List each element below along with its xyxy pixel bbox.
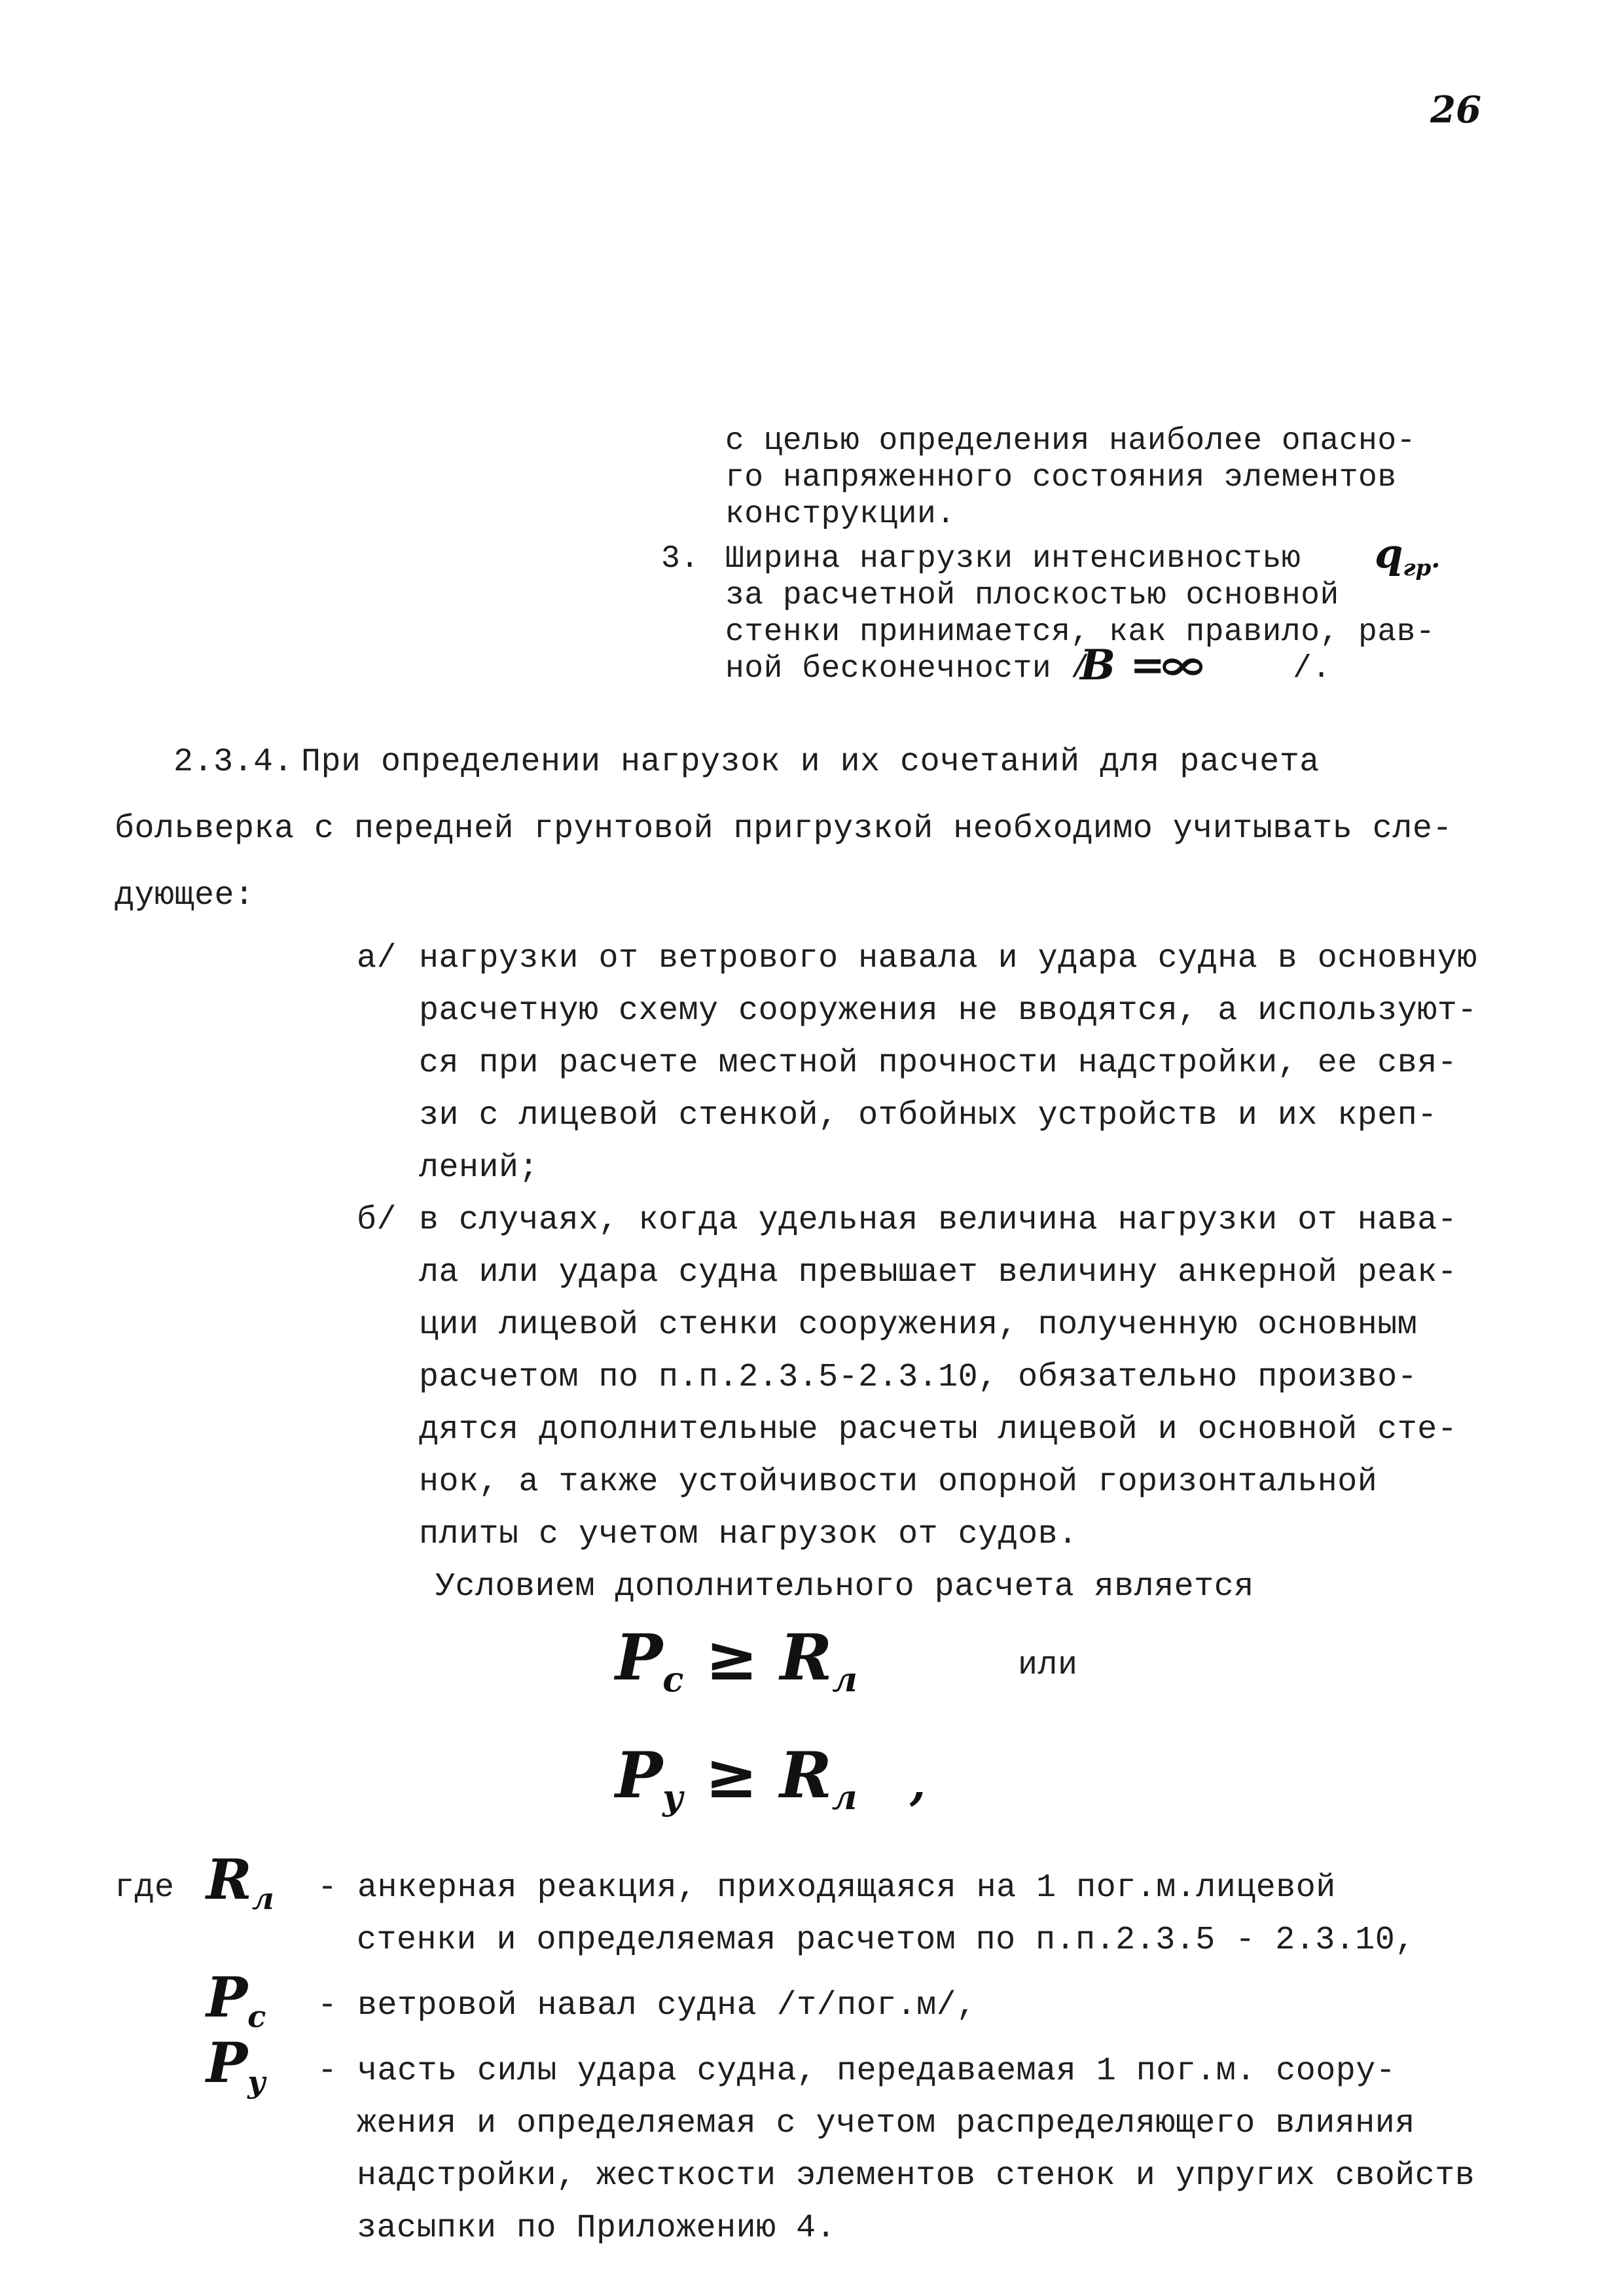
legend-where: где: [115, 1869, 175, 1907]
section-line: При определении нагрузок и их сочетаний для расчета: [301, 744, 1320, 781]
legend-line: жения и определяемая с учетом распределяющего влияния: [357, 2105, 1415, 2142]
formula-py-ge-rl: $P_у \ge R_л$: [615, 1738, 857, 1818]
legend-line: - ветровой навал судна /т/пог.м/,: [317, 1987, 977, 2024]
legend-symbol-rl: $R_л$: [206, 1847, 274, 1917]
list-a-line: зи с лицевой стенкой, отбойных устройств и их креп-: [419, 1097, 1437, 1134]
q-gr-symbol: $q_{гр}$.: [1375, 529, 1441, 581]
remark-line: с целью определения наиболее опасно-: [725, 423, 1416, 459]
remark-line: за расчетной плоскостью основной: [725, 578, 1339, 613]
list-b-line: в случаях, когда удельная величина нагрузки от нава-: [419, 1202, 1458, 1239]
remark-line: стенки принимается, как правило, рав-: [725, 615, 1435, 650]
list-a-line: лений;: [419, 1149, 539, 1187]
list-marker-a: а/: [357, 940, 397, 977]
condition-text: Условием дополнительного расчета является: [435, 1568, 1254, 1605]
remark-line: конструкции.: [725, 497, 956, 532]
formula-comma: ,: [910, 1756, 926, 1810]
list-a-line: нагрузки от ветрового навала и удара судна в основную: [419, 940, 1477, 977]
list-marker-b: б/: [357, 1202, 397, 1239]
section-line: больверка с передней грунтовой пригрузкой необходимо учитывать сле-: [115, 810, 1453, 848]
list-b-line: плиты с учетом нагрузок от судов.: [419, 1516, 1078, 1553]
formula-conjunction: или: [1018, 1647, 1078, 1684]
legend-line: - часть силы удара судна, передаваемая 1 пог.м. соору-: [317, 2053, 1396, 2090]
section-number: 2.3.4.: [173, 744, 294, 781]
remark-line: Ширина нагрузки интенсивностью: [725, 541, 1301, 577]
list-b-line: ции лицевой стенки сооружения, полученную основным: [419, 1306, 1418, 1344]
list-b-line: ла или удара судна превышает величину анкерной реак-: [419, 1254, 1458, 1291]
legend-symbol-py: $P_у$: [206, 2030, 266, 2100]
legend-line: засыпки по Приложению 4.: [357, 2210, 837, 2247]
list-b-line: дятся дополнительные расчеты лицевой и основной сте-: [419, 1411, 1458, 1448]
list-b-line: расчетом по п.п.2.3.5-2.3.10, обязательно произво-: [419, 1359, 1418, 1396]
formula-pc-ge-rl: $P_c \ge R_л$: [615, 1621, 858, 1700]
legend-line: стенки и определяемая расчетом по п.п.2.3.5 - 2.3.10,: [357, 1922, 1415, 1959]
list-a-line: ся при расчете местной прочности надстройки, ее свя-: [419, 1045, 1458, 1082]
remark-close: /.: [1293, 651, 1331, 687]
page-number: 26: [1430, 88, 1481, 132]
b-infinity-formula: B =∞: [1080, 641, 1209, 690]
item-3-number: 3.: [661, 541, 700, 577]
remark-line: ной бесконечности /: [725, 651, 1090, 687]
section-line: дующее:: [115, 877, 255, 914]
list-a-line: расчетную схему сооружения не вводятся, а используют-: [419, 992, 1477, 1030]
legend-line: надстройки, жесткости элементов стенок и упругих свойств: [357, 2157, 1475, 2195]
legend-symbol-pc: $P_c$: [206, 1965, 266, 2035]
legend-line: - анкерная реакция, приходящаяся на 1 пог.м.лицевой: [317, 1869, 1336, 1907]
list-b-line: нок, а также устойчивости опорной горизонтальной: [419, 1463, 1378, 1501]
remark-line: го напряженного состояния элементов: [725, 460, 1397, 495]
